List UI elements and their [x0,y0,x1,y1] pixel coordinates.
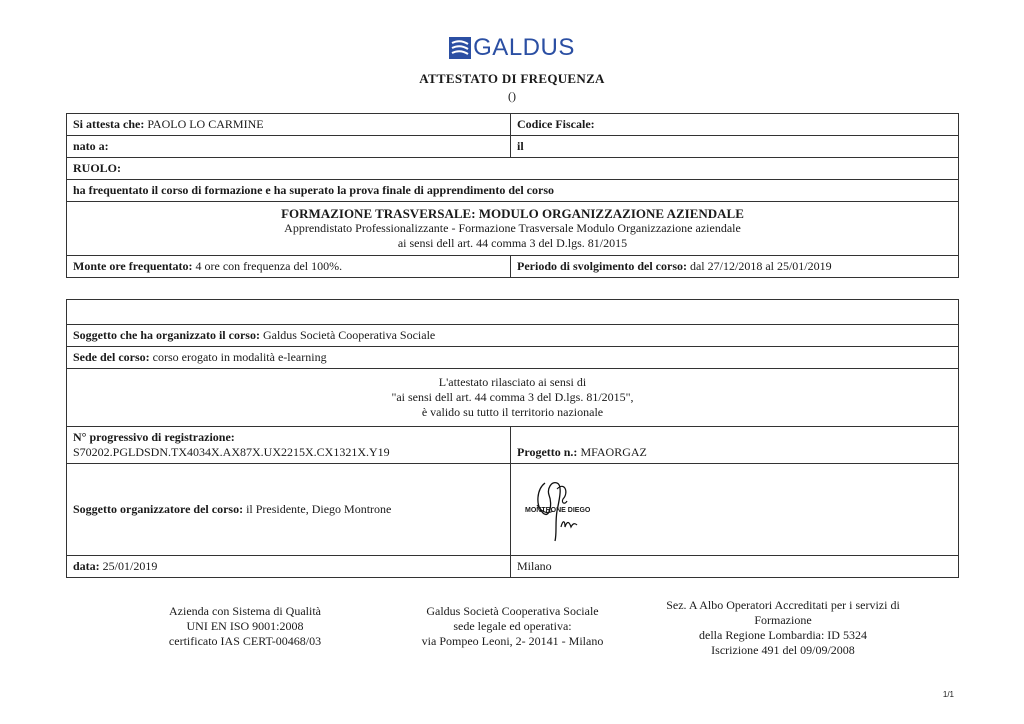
row-empty [67,300,958,324]
row-organizzatore [67,463,958,555]
frequentato-text: ha frequentato il corso di formazione e ha superato la prova finale di apprendimento del corso [73,183,554,197]
periodo-cell [510,256,958,277]
sede-value: corso erogato in modalità e-learning [152,350,327,364]
logo-text: GALDUS [473,34,575,61]
data-label: data: [73,559,100,573]
row-course-title [67,201,958,255]
row-registro [67,426,958,463]
participant-table [66,113,959,278]
footer-accreditation-line: Sez. A Albo Operatori Accreditati per i servizi di [666,598,900,612]
monte-label: Monte ore frequentato: [73,259,193,273]
footer-quality-line: certificato IAS CERT-00468/03 [168,634,322,648]
course-title: FORMAZIONE TRASVERSALE: MODULO ORGANIZZAZIONE AZIENDALE [281,206,744,221]
footer-quality-line: Azienda con Sistema di Qualità [169,604,321,618]
validity-note [67,369,958,426]
progetto-label: Progetto n.: [517,445,578,459]
il-label: il [510,136,958,157]
empty-cell [67,300,958,324]
participant-name: PAOLO LO CARMINE [147,117,264,131]
footer-accreditation-line: Formazione [754,613,812,627]
course-block [67,202,958,255]
periodo-label: Periodo di svolgimento del corso: [517,259,687,273]
row-data [67,555,958,577]
organizzatore-cell [67,464,510,555]
monte-cell [67,256,510,277]
progetto-cell [510,427,958,463]
progetto-value: MFAORGAZ [580,445,647,459]
name-cell [67,114,510,135]
note-line2: "ai sensi dell art. 44 comma 3 del D.lgs. 81/2015", [391,390,634,404]
footer-quality [145,604,345,649]
sede-label: Sede del corso: [73,350,150,364]
row-soggetto [67,324,958,346]
monte-value: 4 ore con frequenza del 100%. [195,259,343,273]
attesta-label: Si attesta che: [73,117,145,131]
note-line3: è valido su tutto il territorio nazionale [421,405,604,419]
course-line1: Apprendistato Professionalizzante - Formazione Trasversale Modulo Organizzazione aziendale [284,221,741,235]
soggetto-cell [67,325,958,346]
row-note [67,368,958,426]
nato-label: nato a: [73,139,109,153]
footer-accreditation-line: Iscrizione 491 del 09/09/2008 [711,643,855,657]
footer-address [405,604,620,649]
galdus-logo-icon [449,37,471,59]
note-line1: L'attestato rilasciato ai sensi di [438,375,587,389]
footer-quality-line: UNI EN ISO 9001:2008 [186,619,304,633]
footer-accreditation-line: della Regione Lombardia: ID 5324 [699,628,867,642]
document-title: ATTESTATO DI FREQUENZA [419,71,605,86]
row-name [67,114,958,135]
luogo-value: Milano [510,556,958,577]
codice-fiscale-label: Codice Fiscale: [510,114,958,135]
row-hours [67,255,958,277]
organizzatore-label: Soggetto organizzatore del corso: [73,502,244,516]
registro-value: S70202.PGLDSDN.TX4034X.AX87X.UX2215X.CX1321X.Y19 [73,445,390,459]
stamp-text: MONTRONE DIEGO [525,507,591,514]
row-birth [67,135,958,157]
row-sede [67,346,958,368]
signature-cell [510,464,958,555]
registro-label: N° progressivo di registrazione: [73,430,235,444]
footer-address-line: sede legale ed operativa: [453,619,572,633]
sede-cell [67,347,958,368]
footer-address-line: via Pompeo Leoni, 2- 20141 - Milano [421,634,604,648]
document-subtitle: () [508,89,516,103]
page-number: 1/1 [942,690,954,699]
data-cell [67,556,510,577]
row-frequentato [67,179,958,201]
data-value: 25/01/2019 [102,559,158,573]
course-line2: ai sensi dell art. 44 comma 3 del D.lgs. 81/2015 [397,236,628,250]
soggetto-value: Galdus Società Cooperativa Sociale [262,328,436,342]
periodo-value: dal 27/12/2018 al 25/01/2019 [689,259,832,273]
soggetto-label: Soggetto che ha organizzato il corso: [73,328,260,342]
organizer-table [66,299,959,578]
registro-cell [67,427,510,463]
footer-address-line: Galdus Società Cooperativa Sociale [426,604,599,618]
ruolo-label: RUOLO: [73,161,121,175]
footer-accreditation [648,598,918,658]
organizzatore-value: il Presidente, Diego Montrone [246,502,392,516]
document-header [0,36,1024,104]
row-ruolo [67,157,958,179]
galdus-logo [449,36,575,60]
